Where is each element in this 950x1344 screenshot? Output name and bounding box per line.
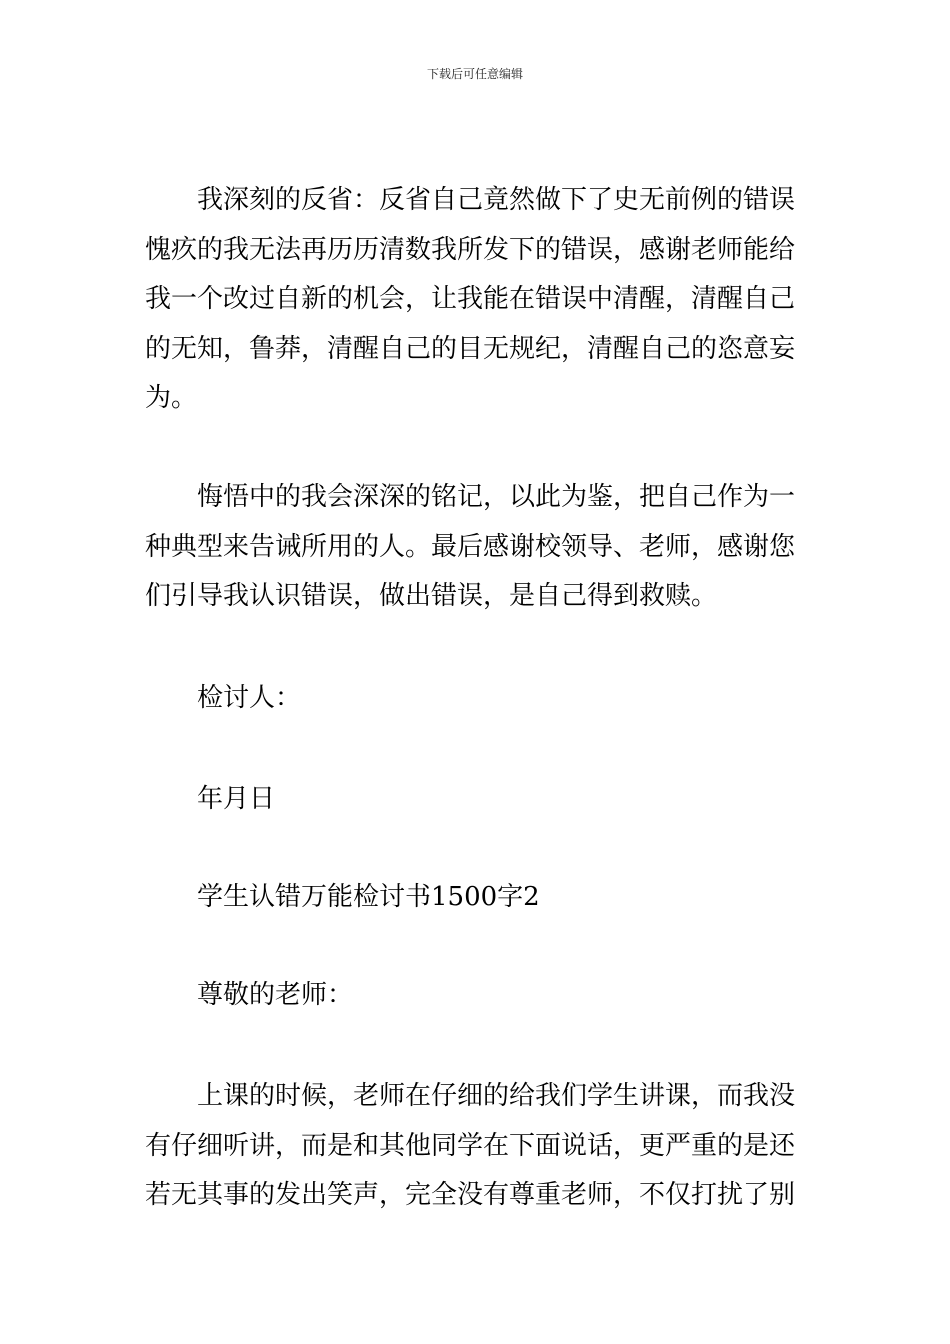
paragraph-reflection: 我深刻的反省：反省自己竟然做下了史无前例的错误愧疚的我无法再历历清数我所发下的错误，感谢老师能给我一个改过自新的机会，让我能在错误中清醒，清醒自己的无知，鲁莽，清醒自己的目无规纪，清醒自己的恣意妄为。 <box>145 185 796 413</box>
signer-label: 检讨人： <box>197 683 302 713</box>
paragraph-repentance: 悔悟中的我会深深的铭记，以此为鉴，把自己作为一种典型来告诫所用的人。最后感谢校领导、老师，感谢您们引导我认识错误，做出错误，是自己得到救赎。 <box>145 482 796 611</box>
paragraph-class-incident: 上课的时候，老师在仔细的给我们学生讲课，而我没有仔细听讲，而是和其他同学在下面说话，更严重的是还若无其事的发出笑声，完全没有尊重老师，不仅打扰了别 <box>145 1081 796 1210</box>
salutation: 尊敬的老师： <box>197 980 354 1010</box>
section-title: 学生认错万能检讨书1500字2 <box>197 882 540 912</box>
header-note: 下载后可任意编辑 <box>426 67 523 81</box>
date-label: 年月日 <box>197 784 276 814</box>
